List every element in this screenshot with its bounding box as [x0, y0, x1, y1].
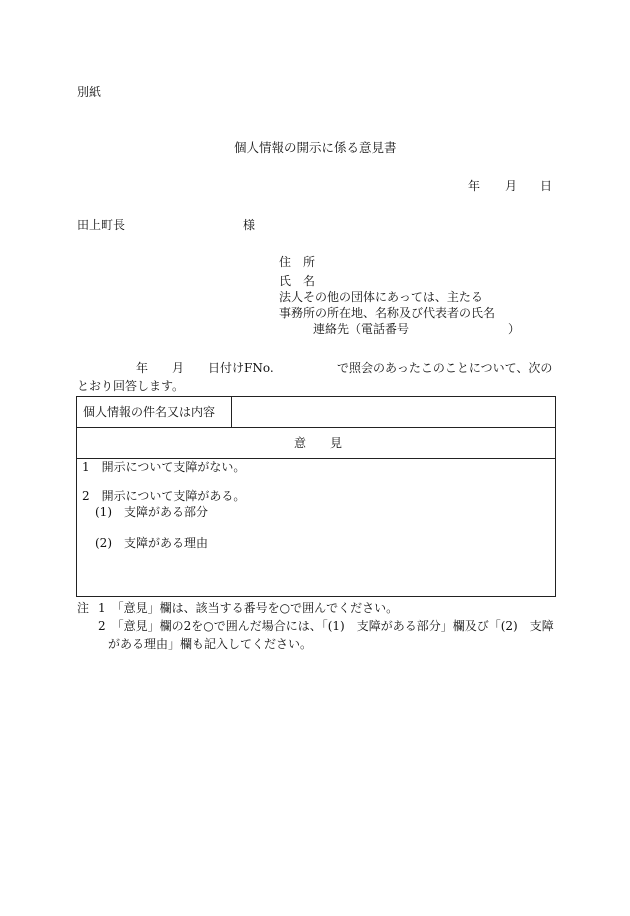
body-month: 月	[172, 361, 185, 375]
corporate-note-1: 法人その他の団体にあっては、主たる	[279, 290, 483, 304]
body-dated: 日付けFNo.	[208, 361, 274, 375]
attachment-label: 別紙	[77, 85, 102, 99]
item-label: 個人情報の件名又は内容	[83, 405, 216, 419]
body-text-2: とおり回答します。	[77, 379, 185, 393]
form-divider	[77, 427, 555, 428]
contact-close: ）	[508, 322, 521, 336]
address-label: 住 所	[279, 255, 316, 269]
opinion-form	[76, 396, 556, 597]
document-title: 個人情報の開示に係る意見書	[234, 140, 397, 155]
date-day: 日	[540, 179, 553, 193]
option-1[interactable]: 1 開示について支障がない。	[82, 460, 246, 474]
body-year: 年	[136, 361, 149, 375]
form-divider	[77, 458, 555, 459]
corporate-note-2: 事務所の所在地、名称及び代表者の氏名	[279, 306, 496, 320]
note-1: 1 「意見」欄は、該当する番号を○で囲んでください。	[98, 601, 399, 615]
addressee-name: 田上町長	[77, 218, 126, 232]
name-label: 氏 名	[279, 274, 316, 288]
sub-item-1: (1) 支障がある部分	[95, 505, 208, 519]
sub-item-2: (2) 支障がある理由	[95, 536, 208, 550]
note-prefix: 注	[77, 601, 90, 615]
option-2[interactable]: 2 開示について支障がある。	[82, 489, 246, 503]
date-year: 年	[468, 179, 481, 193]
note-2-line-1: 2 「意見」欄の2を○で囲んだ場合には、「(1) 支障がある部分」欄及び「(2) 支障	[98, 619, 554, 633]
form-divider	[231, 397, 232, 427]
addressee-honorific: 様	[243, 218, 256, 232]
opinion-header: 意 見	[294, 436, 343, 450]
body-text-1: で照会のあったこのことについて、次の	[337, 361, 553, 375]
contact-open: 連絡先（電話番号	[313, 322, 410, 336]
date-month: 月	[505, 179, 518, 193]
note-2-line-2: がある理由」欄も記入してください。	[108, 637, 313, 651]
